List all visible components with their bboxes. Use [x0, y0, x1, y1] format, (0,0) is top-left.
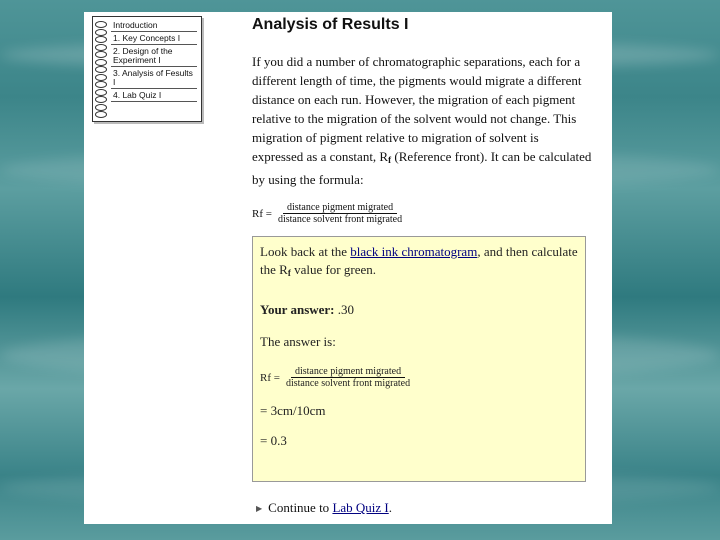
paragraph-text-1: If you did a number of chromatographic separations, each for a different length of time, the pigments would migrate a different distance on each run. However, the migration of each pigment relative to the migration of the solvent would not change. This migration of pigment relative to migration of solvent is expressed as a constant, R — [252, 54, 582, 164]
spiral-coil-icon — [95, 81, 107, 88]
formula-lhs: Rf = — [252, 207, 272, 220]
triangle-bullet-icon: ▶ — [256, 504, 263, 513]
question-part-2: , and then calculate the R — [260, 244, 578, 277]
spiral-coil-icon — [95, 89, 107, 96]
formula-numerator: distance pigment migrated — [283, 202, 397, 214]
formula-fraction — [278, 202, 402, 225]
question-part-1: Look back at the — [260, 244, 351, 259]
continue-prefix: Continue to — [268, 500, 333, 515]
intro-paragraph — [252, 52, 592, 189]
nav-item-introduction[interactable]: Introduction — [111, 19, 197, 32]
question-part-3: value for green. — [290, 262, 376, 277]
nav-item-lab-quiz[interactable]: 4. Lab Quiz I — [111, 89, 197, 102]
answer-formula-denominator: distance solvent front migrated — [285, 378, 411, 389]
lab-quiz-link[interactable]: Lab Quiz I — [332, 500, 389, 515]
spiral-binding-icon — [93, 21, 107, 121]
paragraph-text-2: (Reference front). It can be calculated by using the formula: — [252, 149, 592, 187]
nav-list — [111, 19, 197, 102]
answer-formula-fraction — [286, 366, 410, 389]
spiral-coil-icon — [95, 36, 107, 43]
formula-denominator: distance solvent front migrated — [277, 214, 403, 225]
answer-formula-lhs: Rf = — [260, 371, 280, 384]
answer-box — [252, 236, 586, 482]
nav-item-design[interactable]: 2. Design of the Experiment I — [111, 45, 197, 67]
spiral-coil-icon — [95, 29, 107, 36]
spiral-coil-icon — [95, 66, 107, 73]
spiral-coil-icon — [95, 51, 107, 58]
answer-step-2: = 0.3 — [260, 433, 287, 448]
spiral-coil-icon — [95, 44, 107, 51]
spiral-coil-icon — [95, 111, 107, 118]
continue-line — [256, 500, 392, 516]
your-answer-value: .30 — [334, 302, 355, 317]
page-title: Analysis of Results I — [252, 16, 409, 33]
answer-step-1: = 3cm/10cm — [260, 403, 326, 418]
spiral-coil-icon — [95, 96, 107, 103]
spiral-coil-icon — [95, 74, 107, 81]
question-rf-subscript: f — [287, 268, 291, 278]
spiral-coil-icon — [95, 59, 107, 66]
spiral-coil-icon — [95, 104, 107, 111]
content-page — [84, 12, 612, 524]
spiral-coil-icon — [95, 21, 107, 28]
question-text — [260, 243, 578, 282]
rf-formula — [252, 202, 402, 225]
answer-formula-numerator: distance pigment migrated — [291, 366, 405, 378]
your-answer-label: Your answer: — [260, 302, 335, 317]
nav-item-analysis[interactable]: 3. Analysis of Fesults I — [111, 67, 197, 89]
answer-formula — [260, 366, 578, 389]
rf-subscript: f — [388, 155, 392, 165]
your-answer — [260, 302, 578, 318]
continue-suffix: . — [388, 500, 392, 515]
nav-item-key-concepts[interactable]: 1. Key Concepts I — [111, 32, 197, 45]
black-ink-chromatogram-link[interactable]: black ink chromatogram — [350, 244, 478, 259]
answer-is-label: The answer is: — [260, 334, 336, 349]
notebook-nav — [92, 16, 202, 122]
